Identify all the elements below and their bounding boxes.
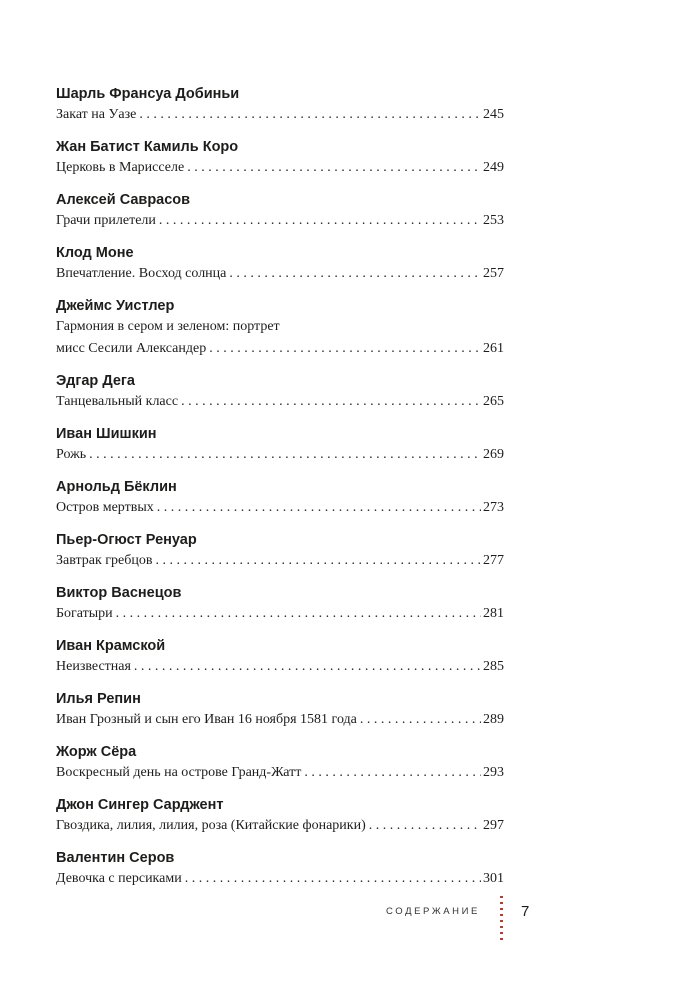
artist-name: Илья Репин	[56, 691, 141, 707]
toc-line	[56, 550, 504, 572]
toc-entry	[56, 636, 504, 678]
artist-name: Пьер-Огюст Ренуар	[56, 532, 197, 548]
toc-line	[56, 391, 504, 413]
toc-page-number: 293	[483, 765, 504, 780]
dot-leader	[187, 157, 481, 179]
dot-leader	[369, 815, 481, 837]
artist-name: Валентин Серов	[56, 850, 175, 866]
toc-entry	[56, 795, 504, 837]
running-footer-section: СОДЕРЖАНИЕ	[386, 906, 480, 917]
toc-page-number: 273	[483, 500, 504, 515]
artist-name: Эдгар Дега	[56, 373, 135, 389]
toc-entry	[56, 848, 504, 890]
toc-page-number: 281	[483, 606, 504, 621]
toc-page-number: 253	[483, 213, 504, 228]
toc-line	[56, 210, 504, 232]
toc-line	[56, 444, 504, 466]
toc-entry	[56, 583, 504, 625]
dot-leader	[181, 391, 481, 413]
dot-leader	[155, 550, 481, 572]
toc-page-number: 301	[483, 871, 504, 886]
dot-leader	[116, 603, 481, 625]
toc-page-number: 249	[483, 160, 504, 175]
toc-entry	[56, 243, 504, 285]
artwork-title: Завтрак гребцов	[56, 553, 153, 568]
dot-leader	[304, 762, 481, 784]
artwork-title: Впечатление. Восход солнца	[56, 266, 227, 281]
artwork-title: мисс Сесили Александер	[56, 341, 207, 356]
table-of-contents	[56, 84, 504, 901]
artwork-title: Воскресный день на острове Гранд-Жатт	[56, 765, 302, 780]
toc-entry	[56, 742, 504, 784]
artist-name: Джеймс Уистлер	[56, 298, 175, 314]
toc-page-number: 245	[483, 107, 504, 122]
toc-page-number: 257	[483, 266, 504, 281]
artwork-title-line: Гармония в сером и зеленом: портрет	[56, 319, 280, 334]
dot-leader	[159, 210, 481, 232]
dot-leader	[209, 338, 481, 360]
toc-line	[56, 497, 504, 519]
artwork-title: Рожь	[56, 447, 87, 462]
footer-dotted-divider	[500, 896, 503, 942]
toc-page-number: 265	[483, 394, 504, 409]
toc-page-number: 285	[483, 659, 504, 674]
toc-page-number: 261	[483, 341, 504, 356]
artwork-title: Танцевальный класс	[56, 394, 179, 409]
toc-line	[56, 868, 504, 890]
artwork-title: Иван Грозный и сын его Иван 16 ноября 1581 года	[56, 712, 357, 727]
artwork-title: Грачи прилетели	[56, 213, 156, 228]
artwork-title: Гвоздика, лилия, лилия, роза (Китайские фонарики)	[56, 818, 366, 833]
toc-entry	[56, 84, 504, 126]
dot-leader	[89, 444, 481, 466]
dot-leader	[157, 497, 481, 519]
artist-name: Джон Сингер Сарджент	[56, 797, 224, 813]
dot-leader	[229, 263, 481, 285]
artwork-title: Богатыри	[56, 606, 113, 621]
toc-line	[56, 762, 504, 784]
toc-line	[56, 709, 504, 731]
dot-leader	[360, 709, 481, 731]
toc-line	[56, 603, 504, 625]
toc-entry	[56, 689, 504, 731]
artwork-title: Закат на Уазе	[56, 107, 137, 122]
toc-line	[56, 815, 504, 837]
toc-page-number: 277	[483, 553, 504, 568]
toc-line	[56, 157, 504, 179]
artwork-title: Остров мертвых	[56, 500, 154, 515]
toc-entry	[56, 424, 504, 466]
toc-entry	[56, 296, 504, 360]
artist-name: Арнольд Бёклин	[56, 479, 177, 495]
artist-name: Алексей Саврасов	[56, 192, 191, 208]
artist-name: Жан Батист Камиль Коро	[56, 139, 239, 155]
toc-line	[56, 263, 504, 285]
artwork-title: Церковь в Марисселе	[56, 160, 185, 175]
dot-leader	[139, 104, 481, 126]
artist-name: Виктор Васнецов	[56, 585, 182, 601]
artwork-title: Девочка с персиками	[56, 871, 182, 886]
toc-line	[56, 338, 504, 360]
artist-name: Иван Крамской	[56, 638, 166, 654]
artwork-title: Неизвестная	[56, 659, 131, 674]
artist-name: Клод Моне	[56, 245, 134, 261]
toc-entry	[56, 530, 504, 572]
toc-line	[56, 104, 504, 126]
toc-page-number: 269	[483, 447, 504, 462]
dot-leader	[134, 656, 481, 678]
dot-leader	[185, 868, 481, 890]
artist-name: Шарль Франсуа Добиньи	[56, 86, 240, 102]
toc-page-number: 289	[483, 712, 504, 727]
toc-page-number: 297	[483, 818, 504, 833]
toc-line	[56, 656, 504, 678]
artist-name: Иван Шишкин	[56, 426, 157, 442]
toc-entry	[56, 190, 504, 232]
toc-entry	[56, 477, 504, 519]
page-number: 7	[521, 903, 530, 920]
artist-name: Жорж Сёра	[56, 744, 137, 760]
toc-entry	[56, 371, 504, 413]
toc-entry	[56, 137, 504, 179]
